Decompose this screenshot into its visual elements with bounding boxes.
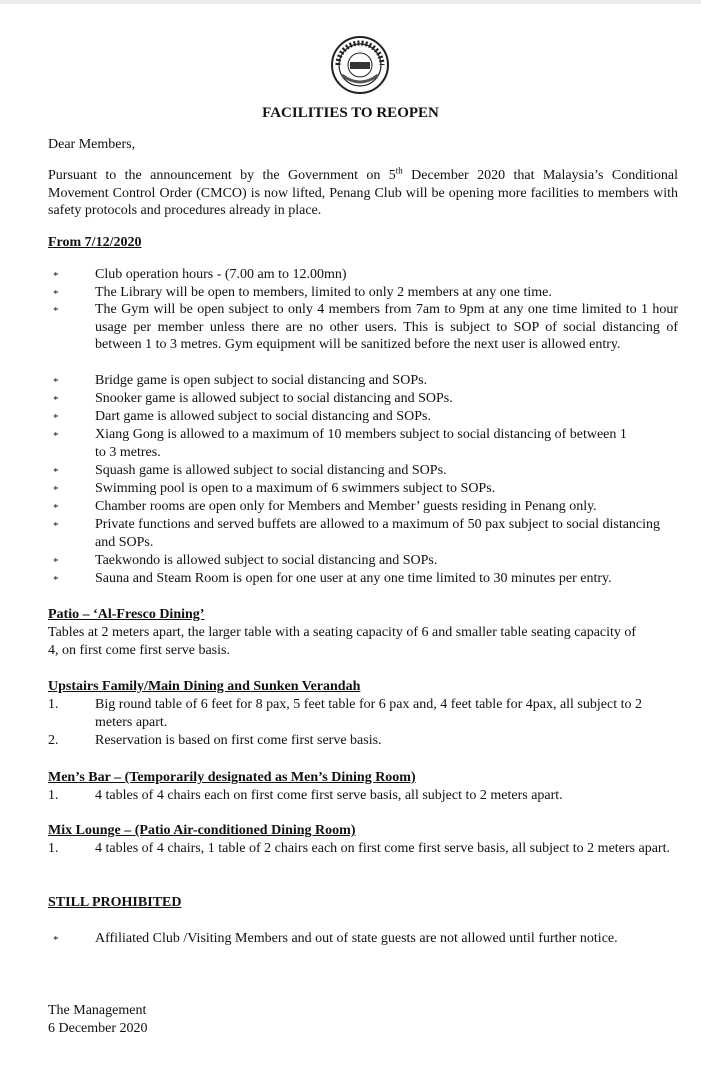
list-item-text: The Gym will be open subject to only 4 members from 7am to 9pm at any one time limited to 1 hour usage per member unless there are no other users. This is subject to SOP of social distancing of between 1 to 3 metres. Gym equipment will be sanitized before the next user is allowed entry. [95, 302, 678, 353]
list-item [48, 390, 678, 408]
list-item-text: Private functions and served buffets are allowed to a maximum of 50 pax subject to social distancing and SOPs. [95, 517, 661, 550]
bullet-star: * [53, 376, 59, 388]
intro-paragraph [48, 167, 678, 220]
list-item [48, 372, 678, 390]
item-number: 1. [48, 788, 59, 803]
list-item [48, 426, 678, 461]
item-number: 1. [48, 841, 59, 856]
numbered-item [48, 732, 678, 750]
list-item-text: Affiliated Club /Visiting Members and out of state guests are not allowed until further notice. [95, 931, 618, 946]
list-item [48, 480, 678, 498]
list-item-text: Dart game is allowed subject to social distancing and SOPs. [95, 409, 431, 424]
numbered-item-text: 4 tables of 4 chairs each on first come first serve basis, all subject to 2 meters apart. [95, 788, 563, 803]
item-number: 1. [48, 697, 59, 712]
bullet-star: * [53, 412, 59, 424]
list-item-text: Club operation hours - (7.00 am to 12.00mn) [95, 267, 347, 282]
bullet-star: * [53, 556, 59, 568]
still-prohibited-heading: STILL PROHIBITED [48, 895, 182, 910]
list-item-text: Snooker game is allowed subject to social distancing and SOPs. [95, 391, 453, 406]
bullet-star: * [53, 430, 59, 442]
list-item-text: Taekwondo is allowed subject to social distancing and SOPs. [95, 553, 438, 568]
list-item [48, 301, 678, 354]
patio-heading: Patio – ‘Al-Fresco Dining’ [48, 607, 205, 622]
list-item [48, 498, 678, 516]
penang-club-seal-logo [330, 35, 390, 95]
numbered-item-text: 4 tables of 4 chairs, 1 table of 2 chairs each on first come first serve basis, all subject to 2 meters apart. [95, 841, 670, 856]
mix-lounge-heading: Mix Lounge – (Patio Air-conditioned Dining Room) [48, 823, 356, 838]
list-item [48, 266, 678, 284]
numbered-item [48, 696, 678, 731]
list-item [48, 462, 678, 480]
signoff-name: The Management [48, 1003, 147, 1018]
salutation: Dear Members, [48, 137, 136, 152]
upstairs-dining-heading: Upstairs Family/Main Dining and Sunken Verandah [48, 679, 361, 694]
bullet-star: * [53, 484, 59, 496]
bullet-star: * [53, 466, 59, 478]
list-item [48, 408, 678, 426]
list-item [48, 570, 678, 588]
list-item-text: Bridge game is open subject to social distancing and SOPs. [95, 373, 428, 388]
bullet-star: * [53, 934, 59, 946]
numbered-item-text: Reservation is based on first come first serve basis. [95, 733, 382, 748]
list-item [48, 284, 678, 302]
intro-text-end: December 2020 that Malaysia’s Conditional Movement Control Order (CMCO) is now lifted, Penang Club will be opening more facilities to members with safety protocols and procedures already in place. [48, 168, 678, 219]
from-date-heading: From 7/12/2020 [48, 235, 142, 250]
signoff-date: 6 December 2020 [48, 1021, 148, 1036]
bullet-star: * [53, 394, 59, 406]
bullet-star: * [53, 574, 59, 586]
numbered-item-text: Big round table of 6 feet for 8 pax, 5 feet table for 6 pax and, 4 feet table for 4pax, all subject to 2 meters apart. [95, 697, 642, 730]
bullet-star: * [53, 305, 59, 317]
list-item [48, 516, 678, 551]
list-item [48, 552, 678, 570]
list-item-text: Xiang Gong is allowed to a maximum of 10 members subject to social distancing of between 1 to 3 metres. [95, 427, 627, 460]
bullet-star: * [53, 288, 59, 300]
list-item-text: Swimming pool is open to a maximum of 6 swimmers subject to SOPs. [95, 481, 496, 496]
intro-text-start: Pursuant to the announcement by the Government on 5 [48, 168, 396, 183]
list-item-text: Squash game is allowed subject to social distancing and SOPs. [95, 463, 447, 478]
list-item [48, 930, 678, 948]
list-item-text: The Library will be open to members, limited to only 2 members at any one time. [95, 285, 552, 300]
numbered-item [48, 787, 678, 805]
bullet-star: * [53, 502, 59, 514]
page-edge [0, 0, 701, 4]
list-item-text: Chamber rooms are open only for Members and Member’ guests residing in Penang only. [95, 499, 597, 514]
numbered-item [48, 840, 678, 858]
mens-bar-heading: Men’s Bar – (Temporarily designated as Men’s Dining Room) [48, 770, 416, 785]
document-title: FACILITIES TO REOPEN [262, 105, 439, 121]
patio-text: Tables at 2 meters apart, the larger table with a seating capacity of 6 and smaller table seating capacity of 4, on first come first serve basis. [48, 625, 637, 658]
bullet-star: * [53, 270, 59, 282]
item-number: 2. [48, 733, 59, 748]
bullet-star: * [53, 520, 59, 532]
list-item-text: Sauna and Steam Room is open for one user at any one time limited to 30 minutes per entry. [95, 571, 612, 586]
intro-superscript: th [395, 165, 403, 176]
